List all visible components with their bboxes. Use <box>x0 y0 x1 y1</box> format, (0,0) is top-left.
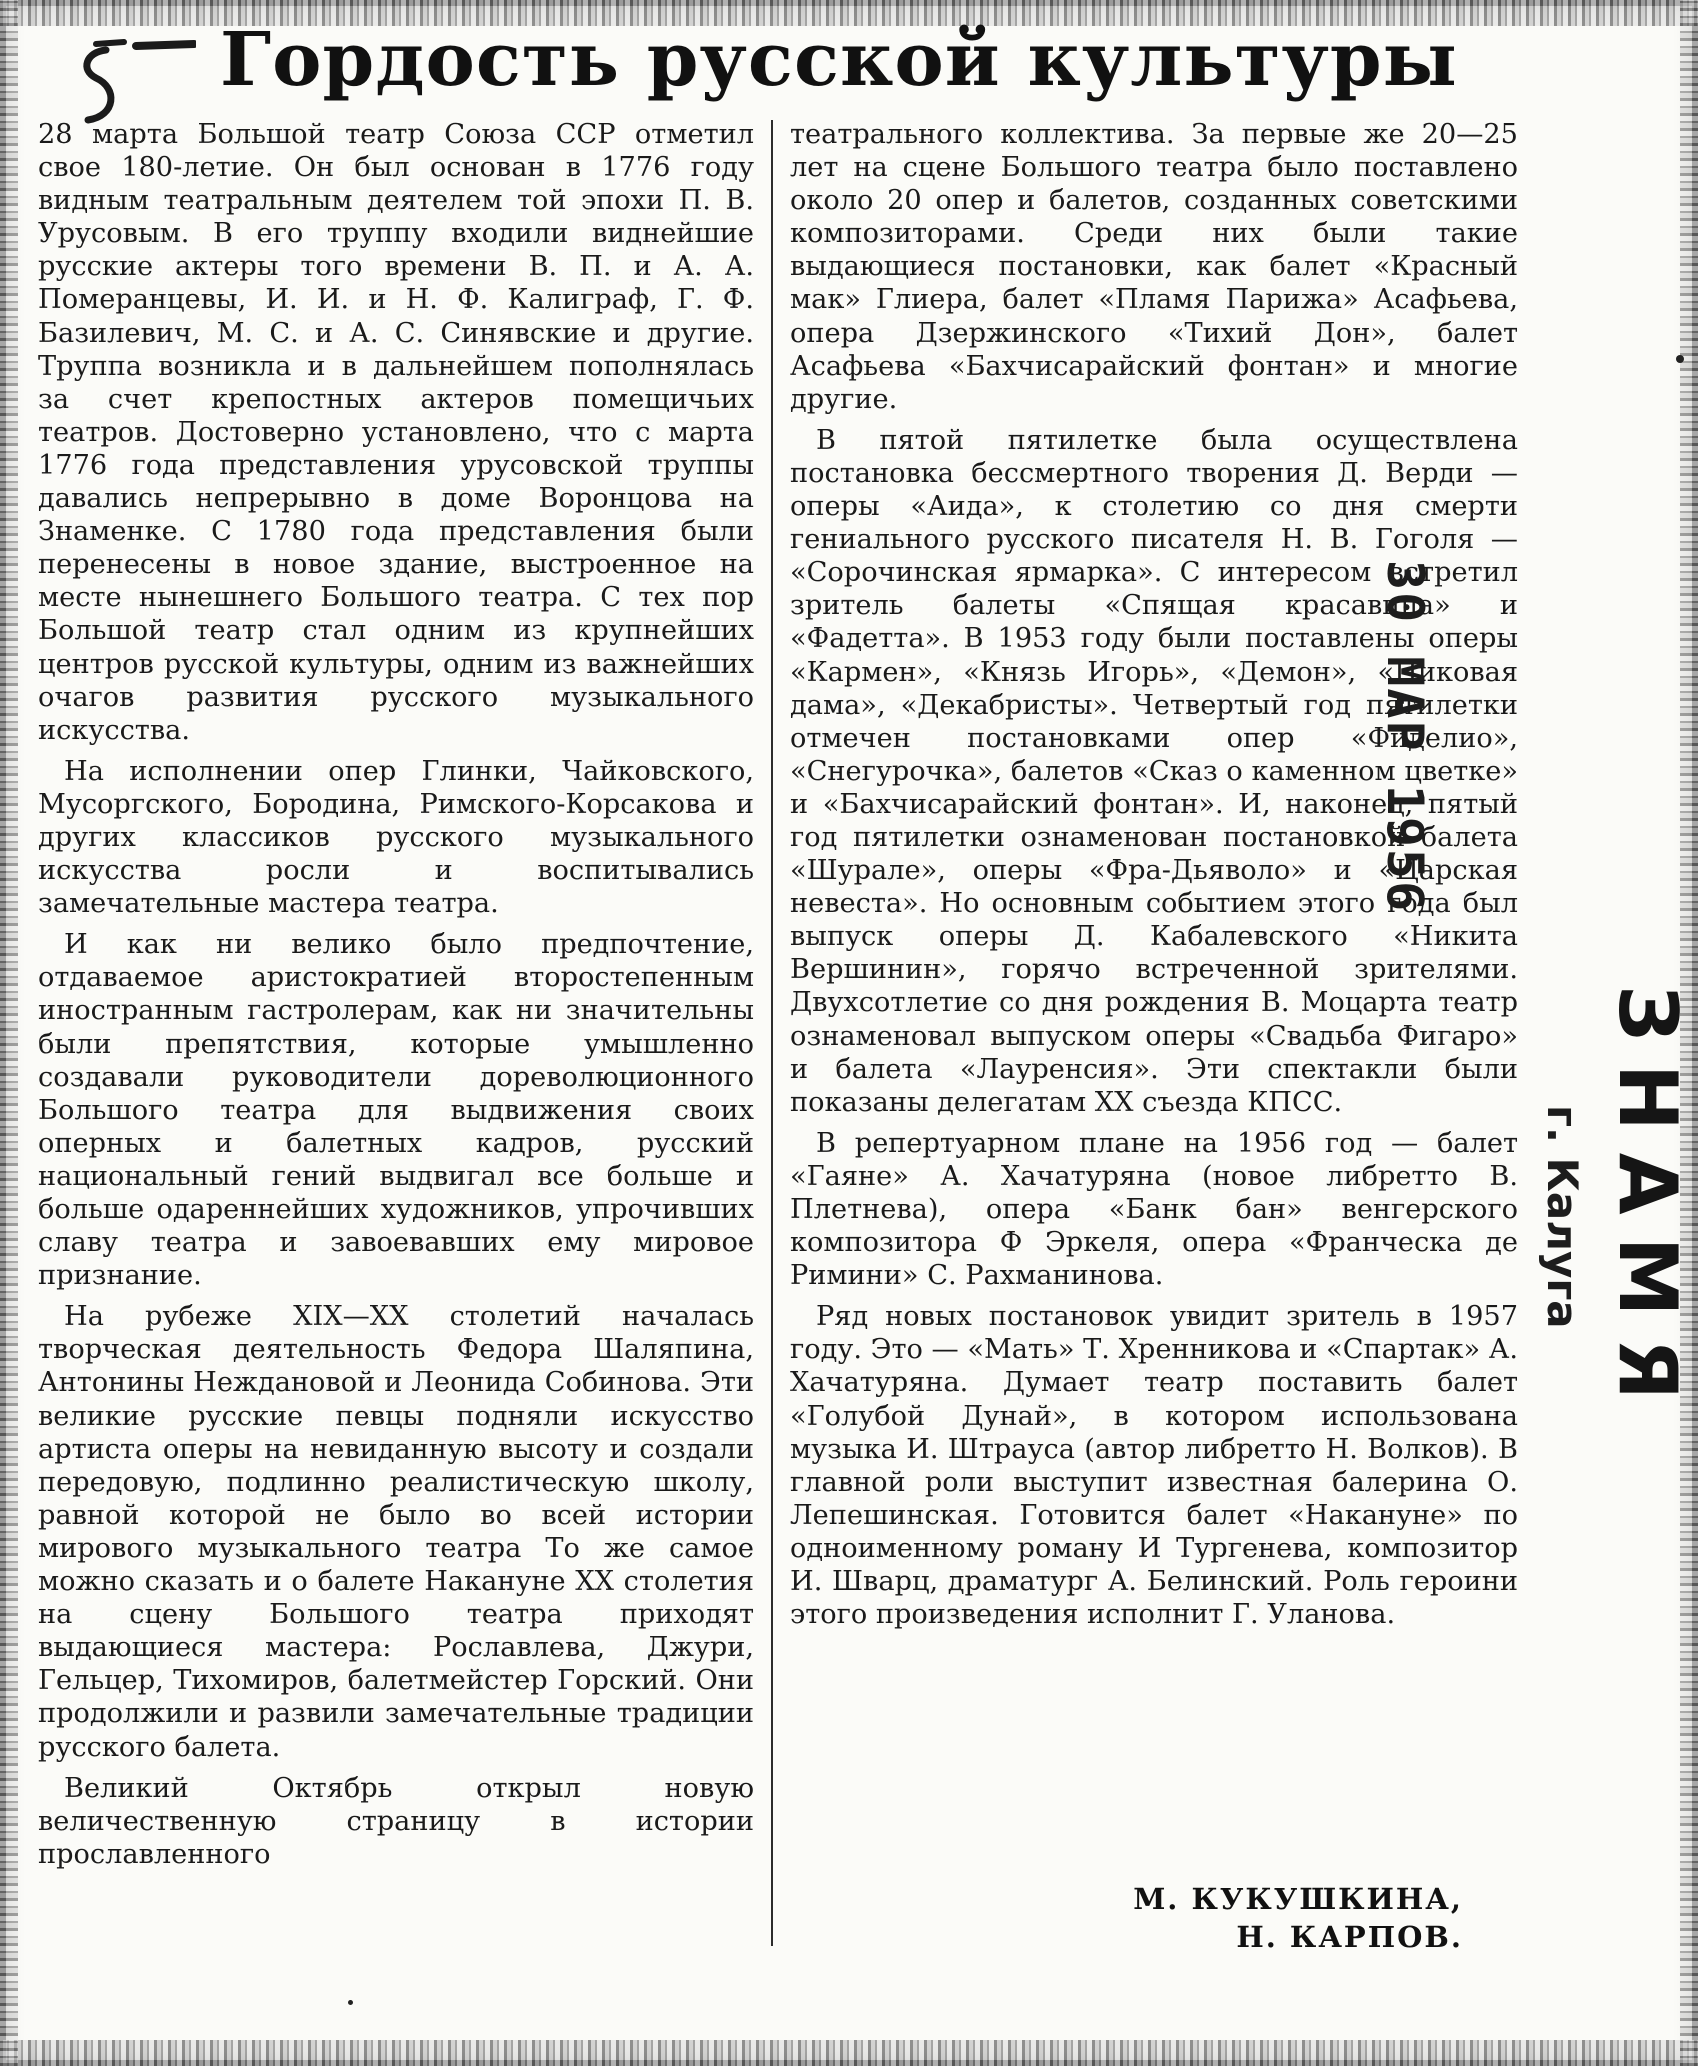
torn-edge-bottom <box>0 2040 1698 2066</box>
paragraph: В пятой пятилетке была осуществлена постановка бессмертного творения Д. Верди — оперы «Аида», к столетию со дня смерти гениального русского писателя Н. В. Гоголя — «Сорочинская ярмарка». С интересом встретил зритель балеты «Спящая красавица» и «Фадетта». В 1953 году были поставлены оперы «Кармен», «Князь Игорь», «Демон», «Пиковая дама», «Декабристы». Четвертый год пятилетки отмечен постановками опер «Фиделио», «Снегурочка», балетов «Сказ о каменном цветке» и «Бахчисарайский фонтан». И, наконец, пятый год пятилетки ознаменован постановкой балета «Шурале», оперы «Фра-Дьяволо» и «Царская невеста». Но основным событием этого года был выпуск оперы Д. Кабалевского «Никита Вершинин», горячо встреченной зрителями. Двухсотлетие со дня рождения В. Моцарта театр ознаменовал выпуском оперы «Свадьба Фигаро» и балета «Лауренсия». Эти спектакли были показаны делегатам XX съезда КПСС. <box>790 424 1518 1118</box>
author-name: М. КУКУШКИНА, <box>1133 1882 1463 1916</box>
paragraph: И как ни велико было предпочтение, отдаваемое аристократией второстепенным иностранным гастролерам, как ни значительны были препятствия, которые умышленно создавали руководители дореволюционного Большого театра для выдвижения своих оперных и балетных кадров, русский национальный гений выдвигал все больше и больше одареннейших художников, упрочивших славу театра и завоевавших ему мировое признание. <box>38 929 754 1292</box>
torn-edge-left <box>0 0 18 2066</box>
author-signature <box>1043 1880 1463 1956</box>
paragraph: В репертуарном плане на 1956 год — балет «Гаяне» А. Хачатуряна (новое либретто В. Плетнева), опера «Банк бан» венгерского композитора Ф Эркеля, опера «Франческа де Римини» С. Рахманинова. <box>790 1127 1518 1292</box>
paragraph: 28 марта Большой театр Союза ССР отметил свое 180-летие. Он был основан в 1776 году видным театральным деятелем той эпохи П. В. Урусовым. В его труппу входили виднейшие русские актеры того времени В. П. и А. А. Померанцевы, И. И. и Н. Ф. Калиграф, Г. Ф. Базилевич, М. С. и А. С. Синявские и другие. Труппа возникла и в дальнейшем пополнялась за счет крепостных актеров помещичьих театров. Достоверно установлено, что с марта 1776 года представления урусовской труппы давались непрерывно в доме Воронцова на Знаменке. С 1780 года представления были перенесены в новое здание, выстроенное на месте нынешнего Большого театра. С тех пор Большой театр стал одним из крупнейших центров русской культуры, одним из важнейших очагов развития русского музыкального искусства. <box>38 119 754 746</box>
handwritten-page-mark <box>66 30 196 130</box>
paragraph: На рубеже XIX—XX столетий началась творческая деятельность Федора Шаляпина, Антонины Неждановой и Леонида Собинова. Эти великие русские певцы подняли искусство артиста оперы на невиданную высоту и создали передовую, подлинно реалистическую школу, равной которой не было во всей истории мирового музыкального театра То же самое можно сказать и о балете Накануне XX столетия на сцену Большого театра приходят выдающиеся мастера: Рославлева, Джури, Гельцер, Тихомиров, балетмейстер Горский. Они продолжили и развили замечательные традиции русского балета. <box>38 1301 754 1763</box>
date-stamp: 30 МАР 1956 <box>1376 560 1434 914</box>
article-headline: Гордость русской культуры <box>220 17 1458 103</box>
ink-speck <box>348 2000 353 2005</box>
paragraph: театрального коллектива. За первые же 20—25 лет на сцене Большого театра было поставлено около 20 опер и балетов, созданных советскими композиторами. Среди них были такие выдающиеся постановки, как балет «Красный мак» Глиера, балет «Пламя Парижа» Асафьева, опера Дзержинского «Тихий Дон», балет Асафьева «Бахчисарайский фонтан» и многие другие. <box>790 119 1518 415</box>
ink-speck <box>1676 355 1684 363</box>
author-name: Н. КАРПОВ. <box>1236 1920 1463 1954</box>
article-column-left <box>38 118 754 1871</box>
column-divider <box>771 120 773 1946</box>
newspaper-name-stamp: ЗНАМЯ <box>1601 985 1694 1422</box>
paragraph: Ряд новых постановок увидит зритель в 1957 году. Это — «Мать» Т. Хренникова и «Спартак» А. Хачатуряна. Думает театр поставить балет «Голубой Дунай», в котором использована музыка И. Штрауса (автор либретто Н. Волков). В главной роли выступит известная балерина О. Лепешинская. Готовится балет «Накануне» по одноименному роману И Тургенева, композитор И. Шварц, драматург А. Белинский. Роль героини этого произведения исполнит Г. Уланова. <box>790 1301 1518 1631</box>
paragraph: Великий Октябрь открыл новую величественную страницу в истории прославленного <box>38 1772 754 1870</box>
city-stamp: г. Калуга <box>1538 1105 1587 1329</box>
paragraph: На исполнении опер Глинки, Чайковского, Мусоргского, Бородина, Римского-Корсакова и других классиков русского музыкального искусства росли и воспитывались замечательные мастера театра. <box>38 755 754 920</box>
